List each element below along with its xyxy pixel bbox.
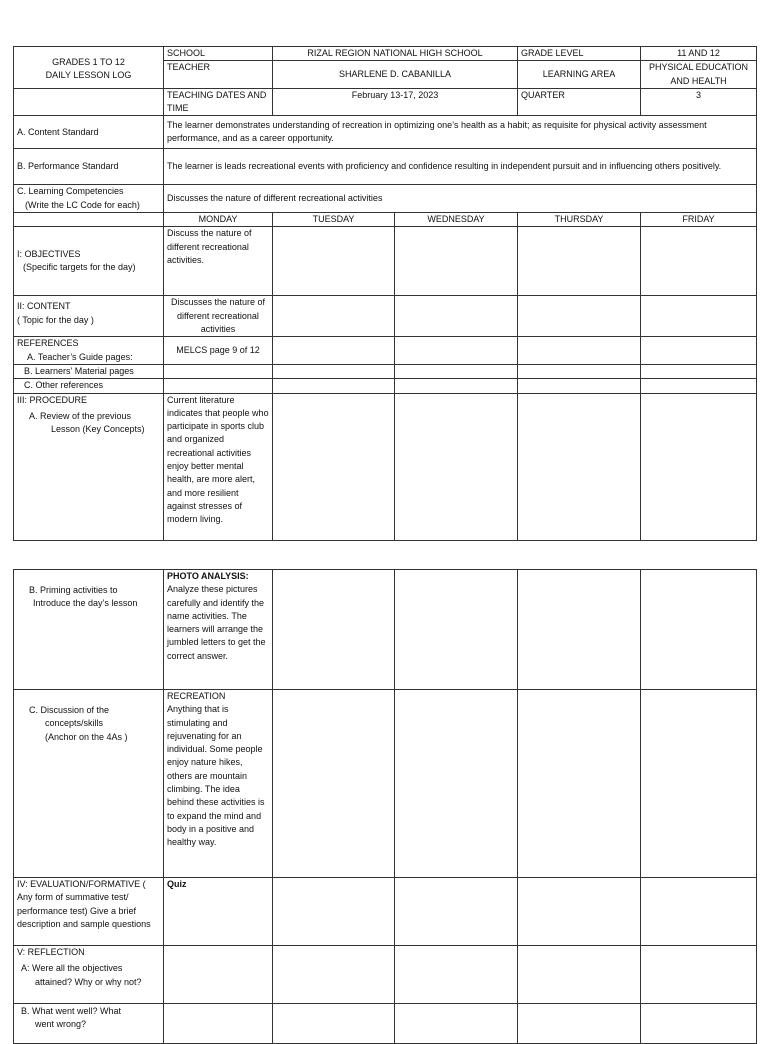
- day-header-wednesday: WEDNESDAY: [395, 213, 518, 227]
- content-label: II: CONTENT ( Topic for the day ): [14, 296, 164, 337]
- learners-material-label: B. Learners’ Material pages: [14, 364, 164, 378]
- references-label: REFERENCES A. Teacher’s Guide pages:: [14, 337, 164, 365]
- reflection-b-label: B. What went well? What went wrong?: [14, 1004, 164, 1044]
- teacher-value: SHARLENE D. CABANILLA: [273, 61, 518, 89]
- performance-standard-label: B. Performance Standard: [14, 149, 164, 185]
- dates-value: February 13-17, 2023: [273, 88, 518, 116]
- evaluation-monday: Quiz: [164, 878, 273, 946]
- grade-level-value: 11 AND 12: [641, 47, 757, 61]
- objectives-monday: Discuss the nature of different recreational activities.: [164, 227, 273, 296]
- priming-monday: PHOTO ANALYSIS: Analyze these pictures carefully and identify the name activities. The learners will arrange the jumbled letters to get the correct answer.: [164, 570, 273, 690]
- evaluation-label: IV: EVALUATION/FORMATIVE ( Any form of summative test/ performance test) Give a brief description and sample questions: [14, 878, 164, 946]
- references-monday: MELCS page 9 of 12: [164, 337, 273, 365]
- quarter-value: 3: [641, 88, 757, 116]
- content-standard-value: The learner demonstrates understanding of recreation in optimizing one’s health as a habit; as requisite for physical activity assessment performance, and as a career opportunity.: [164, 116, 757, 149]
- lesson-log-table-page-1: [13, 46, 757, 541]
- grade-level-label: GRADE LEVEL: [518, 47, 641, 61]
- day-header-monday: MONDAY: [164, 213, 273, 227]
- objectives-label: I: OBJECTIVES (Specific targets for the day): [14, 227, 164, 296]
- day-header-thursday: THURSDAY: [518, 213, 641, 227]
- discussion-label: C. Discussion of the concepts/skills (Anchor on the 4As ): [14, 690, 164, 878]
- teacher-label: TEACHER: [164, 61, 273, 89]
- priming-label: B. Priming activities to Introduce the day’s lesson: [14, 570, 164, 690]
- reflection-label: V: REFLECTION A: Were all the objectives attained? Why or why not?: [14, 946, 164, 1004]
- day-header-tuesday: TUESDAY: [273, 213, 395, 227]
- learning-area-value: PHYSICAL EDUCATION AND HEALTH: [641, 61, 757, 89]
- school-label: SCHOOL: [164, 47, 273, 61]
- quarter-label: QUARTER: [518, 88, 641, 116]
- learning-area-label: LEARNING AREA: [518, 61, 641, 89]
- competencies-label: C. Learning Competencies (Write the LC Code for each): [14, 185, 164, 213]
- discussion-monday: RECREATION Anything that is stimulating and rejuvenating for an individual. Some people enjoy nature hikes, others are mountain climbing. The idea behind these activities is to expand the mind and body in a positive and healthy way.: [164, 690, 273, 878]
- content-monday: Discusses the nature of different recreational activities: [164, 296, 273, 337]
- log-title: GRADES 1 TO 12 DAILY LESSON LOG: [14, 47, 164, 89]
- review-monday: Current literature indicates that people who participate in sports club and organized recreational activities enjoy better mental health, are more alert, and more resilient against stresses of modern living.: [164, 393, 273, 540]
- content-standard-label: A. Content Standard: [14, 116, 164, 149]
- procedure-review-label: III: PROCEDURE A. Review of the previous Lesson (Key Concepts): [14, 393, 164, 540]
- other-references-label: C. Other references: [14, 379, 164, 393]
- dates-label: TEACHING DATES AND TIME: [164, 88, 273, 116]
- competencies-value: Discusses the nature of different recreational activities: [164, 185, 757, 213]
- lesson-log-table-page-2: [13, 569, 757, 1044]
- school-value: RIZAL REGION NATIONAL HIGH SCHOOL: [273, 47, 518, 61]
- day-header-friday: FRIDAY: [641, 213, 757, 227]
- performance-standard-value: The learner is leads recreational events with proficiency and confidence resulting in independent pursuit and in influencing others positively.: [164, 149, 757, 185]
